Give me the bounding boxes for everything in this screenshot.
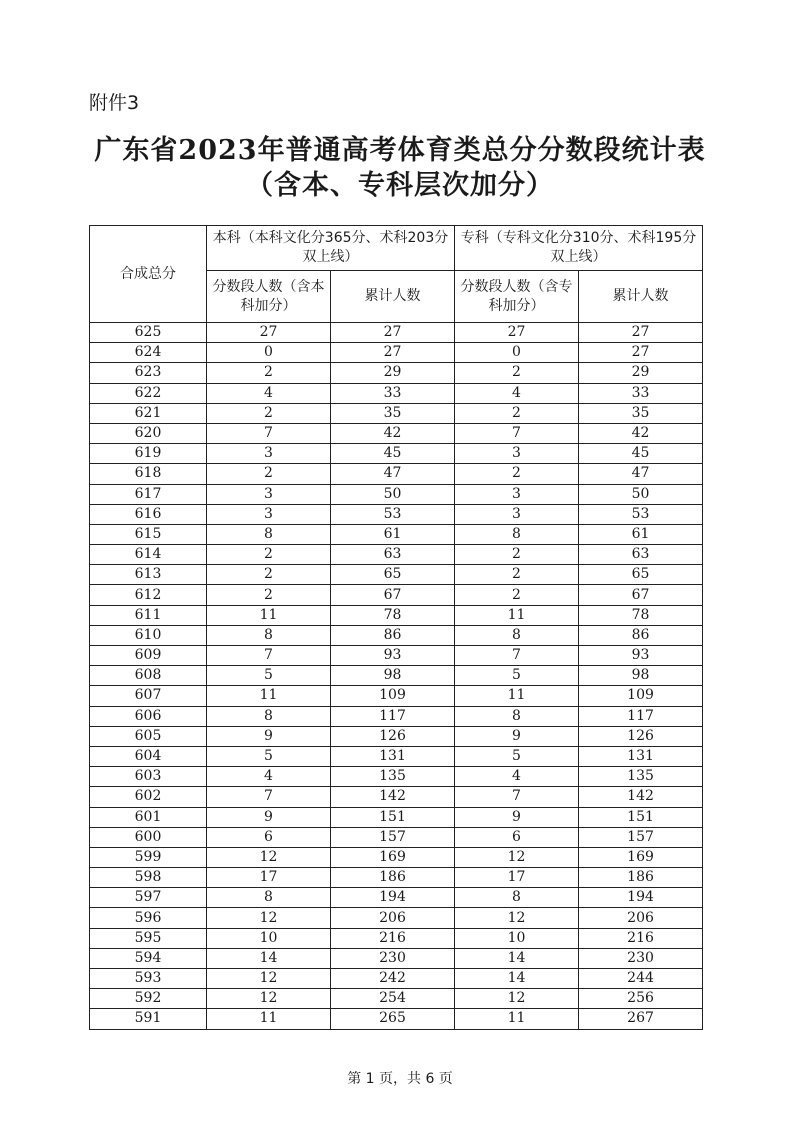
undergraduate-cumulative-cell: 35 [331, 403, 455, 423]
undergraduate-segment-cell: 8 [207, 625, 331, 645]
junior-college-cumulative-cell: 42 [579, 423, 703, 443]
table-row [90, 969, 703, 989]
junior-college-cumulative-cell: 78 [579, 605, 703, 625]
score-cell: 599 [90, 847, 207, 867]
undergraduate-cumulative-cell: 230 [331, 948, 455, 968]
junior-college-cumulative-cell: 33 [579, 383, 703, 403]
score-cell: 600 [90, 827, 207, 847]
undergraduate-cumulative-cell: 117 [331, 706, 455, 726]
junior-college-cumulative-cell: 109 [579, 686, 703, 706]
score-cell: 625 [90, 323, 207, 343]
score-cell: 596 [90, 908, 207, 928]
score-cell: 593 [90, 969, 207, 989]
page-footer: 第 1 页，共 6 页 [347, 1071, 453, 1087]
table-row [90, 585, 703, 605]
undergraduate-segment-cell: 6 [207, 827, 331, 847]
table-row [90, 827, 703, 847]
junior-college-cumulative-cell: 157 [579, 827, 703, 847]
score-cell: 613 [90, 565, 207, 585]
table-row [90, 605, 703, 625]
undergraduate-segment-cell: 2 [207, 363, 331, 383]
junior-college-cumulative-cell: 169 [579, 847, 703, 867]
junior-college-segment-cell: 5 [455, 746, 579, 766]
score-cell: 606 [90, 706, 207, 726]
junior-college-cumulative-cell: 65 [579, 565, 703, 585]
undergraduate-segment-cell: 27 [207, 323, 331, 343]
junior-college-cumulative-cell: 86 [579, 625, 703, 645]
table-body [90, 323, 703, 1030]
undergraduate-cumulative-cell: 29 [331, 363, 455, 383]
junior-college-segment-cell: 7 [455, 423, 579, 443]
junior-college-segment-cell: 14 [455, 969, 579, 989]
score-cell: 615 [90, 524, 207, 544]
junior-college-cumulative-cell: 61 [579, 524, 703, 544]
undergraduate-cumulative-cell: 33 [331, 383, 455, 403]
undergraduate-cumulative-cell: 78 [331, 605, 455, 625]
score-cell: 607 [90, 686, 207, 706]
undergraduate-segment-cell: 2 [207, 565, 331, 585]
junior-college-cumulative-cell: 117 [579, 706, 703, 726]
undergraduate-cumulative-cell: 27 [331, 323, 455, 343]
junior-college-cumulative-cell: 142 [579, 787, 703, 807]
undergraduate-segment-cell: 3 [207, 484, 331, 504]
undergraduate-segment-cell: 12 [207, 847, 331, 867]
junior-college-cumulative-cell: 93 [579, 646, 703, 666]
undergraduate-segment-cell: 10 [207, 928, 331, 948]
junior-college-cumulative-cell: 230 [579, 948, 703, 968]
undergraduate-segment-cell: 12 [207, 969, 331, 989]
undergraduate-segment-cell: 5 [207, 666, 331, 686]
junior-college-segment-cell: 2 [455, 464, 579, 484]
undergraduate-cumulative-cell: 98 [331, 666, 455, 686]
junior-college-segment-count-header: 分数段人数（含专科加分） [455, 271, 579, 323]
score-cell: 622 [90, 383, 207, 403]
undergraduate-segment-cell: 9 [207, 726, 331, 746]
undergraduate-cumulative-cell: 45 [331, 444, 455, 464]
junior-college-segment-cell: 27 [455, 323, 579, 343]
undergraduate-cumulative-cell: 65 [331, 565, 455, 585]
junior-college-segment-cell: 8 [455, 888, 579, 908]
junior-college-cumulative-cell: 126 [579, 726, 703, 746]
score-cell: 624 [90, 343, 207, 363]
junior-college-cumulative-cell: 194 [579, 888, 703, 908]
score-cell: 614 [90, 545, 207, 565]
score-cell: 608 [90, 666, 207, 686]
junior-college-segment-cell: 2 [455, 363, 579, 383]
junior-college-cumulative-cell: 53 [579, 504, 703, 524]
score-column-header: 合成总分 [90, 226, 207, 323]
junior-college-cumulative-cell: 98 [579, 666, 703, 686]
score-cell: 621 [90, 403, 207, 423]
junior-college-cumulative-cell: 256 [579, 989, 703, 1009]
document-subtitle: （含本、专科层次加分） [246, 170, 554, 201]
junior-college-segment-cell: 2 [455, 403, 579, 423]
junior-college-segment-cell: 8 [455, 625, 579, 645]
score-cell: 592 [90, 989, 207, 1009]
table-row [90, 484, 703, 504]
undergraduate-cumulative-cell: 63 [331, 545, 455, 565]
junior-college-segment-cell: 12 [455, 908, 579, 928]
junior-college-segment-cell: 12 [455, 989, 579, 1009]
undergraduate-segment-cell: 4 [207, 767, 331, 787]
junior-college-segment-cell: 17 [455, 868, 579, 888]
junior-college-cumulative-cell: 29 [579, 363, 703, 383]
score-cell: 619 [90, 444, 207, 464]
junior-college-segment-cell: 14 [455, 948, 579, 968]
undergraduate-segment-cell: 2 [207, 464, 331, 484]
score-cell: 601 [90, 807, 207, 827]
table-row [90, 948, 703, 968]
table-row [90, 423, 703, 443]
table-row [90, 545, 703, 565]
score-cell: 612 [90, 585, 207, 605]
junior-college-cumulative-cell: 216 [579, 928, 703, 948]
junior-college-segment-cell: 11 [455, 686, 579, 706]
undergraduate-segment-cell: 11 [207, 1009, 331, 1029]
junior-college-cumulative-cell: 151 [579, 807, 703, 827]
undergraduate-cumulative-cell: 216 [331, 928, 455, 948]
junior-college-cumulative-cell: 135 [579, 767, 703, 787]
undergraduate-segment-cell: 12 [207, 989, 331, 1009]
junior-college-cumulative-cell: 27 [579, 323, 703, 343]
undergraduate-segment-cell: 4 [207, 383, 331, 403]
table-row [90, 807, 703, 827]
undergraduate-segment-cell: 2 [207, 545, 331, 565]
junior-college-cumulative-cell: 27 [579, 343, 703, 363]
undergraduate-segment-cell: 14 [207, 948, 331, 968]
junior-college-segment-cell: 3 [455, 504, 579, 524]
undergraduate-cumulative-header: 累计人数 [331, 271, 455, 323]
junior-college-segment-cell: 7 [455, 646, 579, 666]
junior-college-cumulative-cell: 206 [579, 908, 703, 928]
undergraduate-cumulative-cell: 67 [331, 585, 455, 605]
undergraduate-cumulative-cell: 131 [331, 746, 455, 766]
junior-college-segment-cell: 7 [455, 787, 579, 807]
undergraduate-cumulative-cell: 194 [331, 888, 455, 908]
table-row [90, 666, 703, 686]
score-cell: 591 [90, 1009, 207, 1029]
undergraduate-segment-cell: 3 [207, 504, 331, 524]
junior-college-segment-cell: 12 [455, 847, 579, 867]
score-cell: 603 [90, 767, 207, 787]
table-row [90, 868, 703, 888]
undergraduate-cumulative-cell: 135 [331, 767, 455, 787]
undergraduate-cumulative-cell: 254 [331, 989, 455, 1009]
undergraduate-segment-cell: 8 [207, 706, 331, 726]
document-title: 广东省2023年普通高考体育类总分分数段统计表 [94, 135, 706, 166]
undergraduate-segment-cell: 2 [207, 403, 331, 423]
junior-college-segment-cell: 10 [455, 928, 579, 948]
undergraduate-segment-cell: 8 [207, 888, 331, 908]
table-row [90, 504, 703, 524]
undergraduate-cumulative-cell: 50 [331, 484, 455, 504]
undergraduate-cumulative-cell: 61 [331, 524, 455, 544]
table-row [90, 565, 703, 585]
junior-college-segment-cell: 9 [455, 726, 579, 746]
junior-college-cumulative-cell: 186 [579, 868, 703, 888]
junior-college-segment-cell: 11 [455, 605, 579, 625]
table-row [90, 989, 703, 1009]
junior-college-cumulative-cell: 67 [579, 585, 703, 605]
table-row [90, 767, 703, 787]
undergraduate-segment-cell: 5 [207, 746, 331, 766]
score-cell: 620 [90, 423, 207, 443]
score-cell: 602 [90, 787, 207, 807]
junior-college-segment-cell: 3 [455, 444, 579, 464]
junior-college-segment-cell: 2 [455, 585, 579, 605]
table-row [90, 403, 703, 423]
table-row [90, 706, 703, 726]
score-cell: 594 [90, 948, 207, 968]
table-row [90, 1009, 703, 1029]
table-row [90, 646, 703, 666]
table-row [90, 847, 703, 867]
junior-college-segment-cell: 6 [455, 827, 579, 847]
undergraduate-cumulative-cell: 42 [331, 423, 455, 443]
junior-college-cumulative-cell: 35 [579, 403, 703, 423]
score-cell: 605 [90, 726, 207, 746]
junior-college-segment-cell: 8 [455, 706, 579, 726]
junior-college-segment-cell: 2 [455, 565, 579, 585]
table-row [90, 746, 703, 766]
junior-college-segment-cell: 0 [455, 343, 579, 363]
undergraduate-cumulative-cell: 157 [331, 827, 455, 847]
undergraduate-cumulative-cell: 27 [331, 343, 455, 363]
undergraduate-segment-cell: 3 [207, 444, 331, 464]
undergraduate-cumulative-cell: 109 [331, 686, 455, 706]
undergraduate-cumulative-cell: 86 [331, 625, 455, 645]
junior-college-segment-cell: 3 [455, 484, 579, 504]
undergraduate-cumulative-cell: 53 [331, 504, 455, 524]
table-row [90, 363, 703, 383]
undergraduate-cumulative-cell: 93 [331, 646, 455, 666]
undergraduate-cumulative-cell: 151 [331, 807, 455, 827]
junior-college-cumulative-cell: 45 [579, 444, 703, 464]
undergraduate-segment-cell: 9 [207, 807, 331, 827]
junior-college-segment-cell: 4 [455, 767, 579, 787]
score-cell: 616 [90, 504, 207, 524]
score-distribution-table [89, 225, 703, 1030]
score-cell: 611 [90, 605, 207, 625]
undergraduate-group-header: 本科（本科文化分365分、术科203分双上线） [207, 226, 455, 271]
undergraduate-cumulative-cell: 242 [331, 969, 455, 989]
junior-college-cumulative-cell: 50 [579, 484, 703, 504]
table-row [90, 888, 703, 908]
score-cell: 623 [90, 363, 207, 383]
undergraduate-segment-cell: 8 [207, 524, 331, 544]
junior-college-segment-cell: 8 [455, 524, 579, 544]
junior-college-segment-cell: 5 [455, 666, 579, 686]
undergraduate-segment-cell: 11 [207, 686, 331, 706]
score-cell: 597 [90, 888, 207, 908]
score-cell: 598 [90, 868, 207, 888]
table-row [90, 323, 703, 343]
junior-college-segment-cell: 11 [455, 1009, 579, 1029]
score-cell: 617 [90, 484, 207, 504]
score-cell: 610 [90, 625, 207, 645]
junior-college-cumulative-cell: 131 [579, 746, 703, 766]
undergraduate-segment-cell: 2 [207, 585, 331, 605]
junior-college-segment-cell: 9 [455, 807, 579, 827]
score-cell: 618 [90, 464, 207, 484]
undergraduate-segment-cell: 17 [207, 868, 331, 888]
score-cell: 595 [90, 928, 207, 948]
table-row [90, 524, 703, 544]
junior-college-cumulative-cell: 63 [579, 545, 703, 565]
undergraduate-segment-cell: 11 [207, 605, 331, 625]
junior-college-segment-cell: 4 [455, 383, 579, 403]
table-row [90, 908, 703, 928]
undergraduate-cumulative-cell: 142 [331, 787, 455, 807]
table-row [90, 686, 703, 706]
junior-college-cumulative-header: 累计人数 [579, 271, 703, 323]
table-row [90, 343, 703, 363]
undergraduate-cumulative-cell: 126 [331, 726, 455, 746]
undergraduate-segment-cell: 12 [207, 908, 331, 928]
attachment-label: 附件3 [89, 92, 140, 114]
junior-college-group-header: 专科（专科文化分310分、术科195分双上线） [455, 226, 703, 271]
table-row [90, 726, 703, 746]
undergraduate-segment-cell: 7 [207, 423, 331, 443]
score-cell: 609 [90, 646, 207, 666]
score-cell: 604 [90, 746, 207, 766]
junior-college-cumulative-cell: 267 [579, 1009, 703, 1029]
undergraduate-cumulative-cell: 206 [331, 908, 455, 928]
undergraduate-cumulative-cell: 186 [331, 868, 455, 888]
junior-college-cumulative-cell: 244 [579, 969, 703, 989]
undergraduate-segment-cell: 0 [207, 343, 331, 363]
junior-college-cumulative-cell: 47 [579, 464, 703, 484]
table-row [90, 464, 703, 484]
undergraduate-segment-cell: 7 [207, 787, 331, 807]
table-row [90, 383, 703, 403]
table-row [90, 928, 703, 948]
table-row [90, 787, 703, 807]
undergraduate-segment-cell: 7 [207, 646, 331, 666]
undergraduate-cumulative-cell: 265 [331, 1009, 455, 1029]
undergraduate-cumulative-cell: 169 [331, 847, 455, 867]
undergraduate-cumulative-cell: 47 [331, 464, 455, 484]
undergraduate-segment-count-header: 分数段人数（含本科加分） [207, 271, 331, 323]
table-row [90, 625, 703, 645]
table-row [90, 444, 703, 464]
junior-college-segment-cell: 2 [455, 545, 579, 565]
